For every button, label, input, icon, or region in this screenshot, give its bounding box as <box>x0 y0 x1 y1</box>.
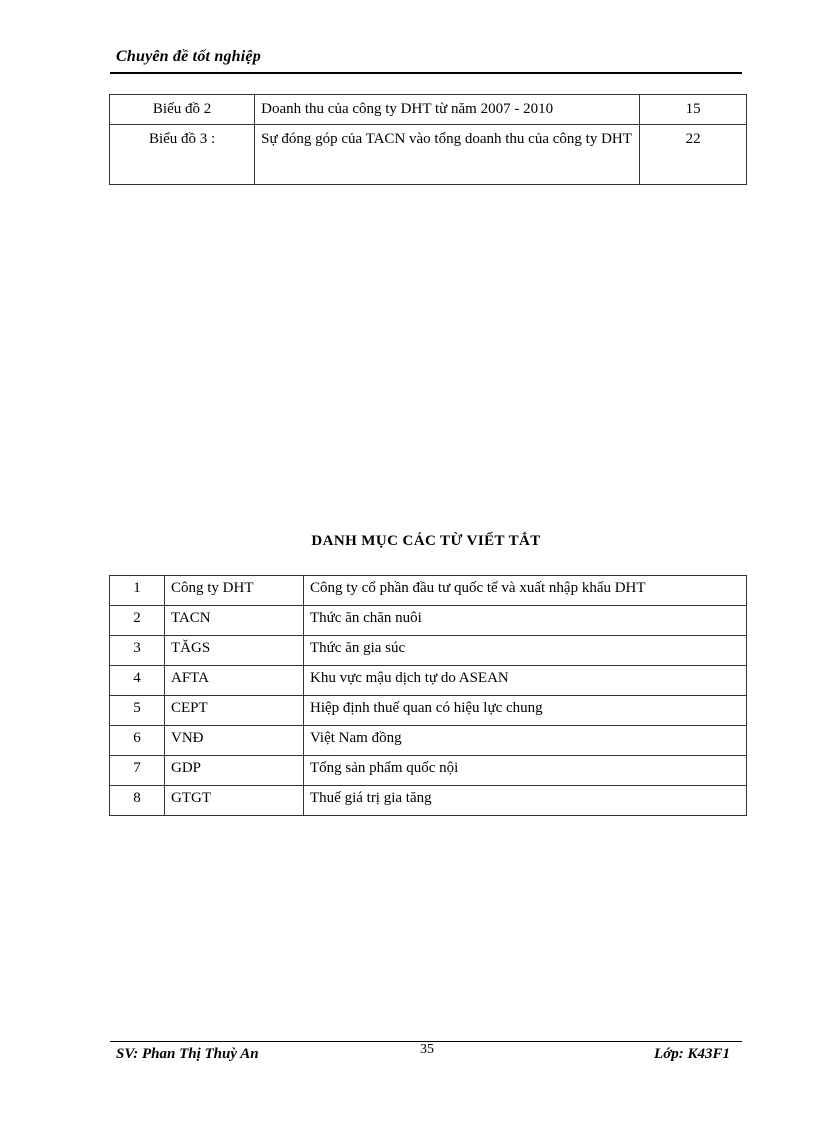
row-number: 6 <box>110 726 165 756</box>
chart-description: Doanh thu của công ty DHT từ năm 2007 - 2010 <box>255 95 640 125</box>
header-divider <box>110 72 742 74</box>
table-row <box>110 666 747 696</box>
chart-label: Biểu đồ 3 : <box>110 125 255 185</box>
full-term: Hiệp định thuế quan có hiệu lực chung <box>304 696 747 726</box>
table-row <box>110 606 747 636</box>
full-term: Tổng sản phẩm quốc nội <box>304 756 747 786</box>
full-term: Công ty cổ phần đầu tư quốc tế và xuất nhập khẩu DHT <box>304 576 747 606</box>
chart-page-number: 22 <box>640 125 747 185</box>
full-term: Thức ăn gia súc <box>304 636 747 666</box>
abbreviation: CEPT <box>165 696 304 726</box>
row-number: 2 <box>110 606 165 636</box>
full-term: Thuế giá trị gia tăng <box>304 786 747 816</box>
abbreviation: GTGT <box>165 786 304 816</box>
footer-student-name: SV: Phan Thị Thuỳ An <box>116 1046 259 1062</box>
table-row <box>110 125 747 185</box>
page-number: 35 <box>420 1042 434 1057</box>
abbreviations-table <box>109 575 747 816</box>
abbreviation: TACN <box>165 606 304 636</box>
row-number: 4 <box>110 666 165 696</box>
row-number: 1 <box>110 576 165 606</box>
table-row <box>110 636 747 666</box>
chart-description: Sự đóng góp của TACN vào tổng doanh thu của công ty DHT <box>255 125 640 185</box>
table-row <box>110 95 747 125</box>
table-row <box>110 786 747 816</box>
row-number: 7 <box>110 756 165 786</box>
full-term: Thức ăn chăn nuôi <box>304 606 747 636</box>
row-number: 8 <box>110 786 165 816</box>
chart-page-number: 15 <box>640 95 747 125</box>
row-number: 3 <box>110 636 165 666</box>
abbreviation: AFTA <box>165 666 304 696</box>
abbreviation: VNĐ <box>165 726 304 756</box>
abbreviation: Công ty DHT <box>165 576 304 606</box>
table-row <box>110 726 747 756</box>
full-term: Khu vực mậu dịch tự do ASEAN <box>304 666 747 696</box>
page-header-title: Chuyên đề tốt nghiệp <box>116 48 261 65</box>
table-row <box>110 756 747 786</box>
full-term: Việt Nam đồng <box>304 726 747 756</box>
abbreviation: GDP <box>165 756 304 786</box>
table-row <box>110 696 747 726</box>
table-row <box>110 576 747 606</box>
footer-class-code: Lớp: K43F1 <box>654 1046 730 1062</box>
charts-list-table <box>109 94 747 185</box>
row-number: 5 <box>110 696 165 726</box>
chart-label: Biểu đồ 2 <box>110 95 255 125</box>
abbreviation: TĂGS <box>165 636 304 666</box>
abbreviations-title: DANH MỤC CÁC TỪ VIẾT TẮT <box>311 533 541 549</box>
